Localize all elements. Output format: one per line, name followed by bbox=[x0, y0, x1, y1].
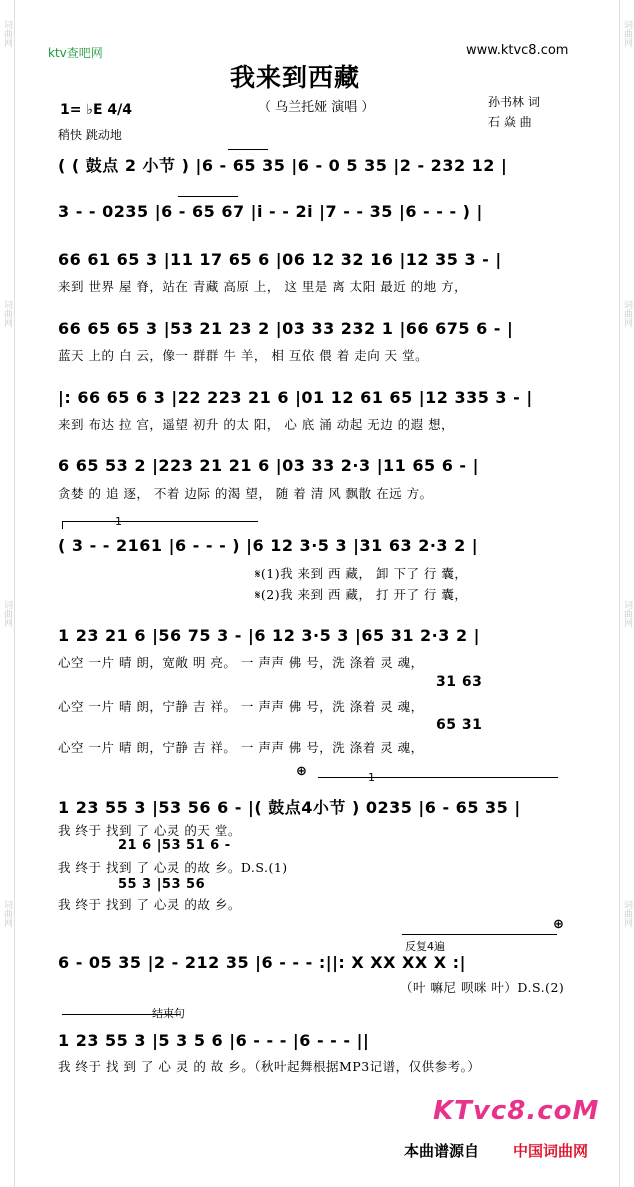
score-line-6: 6 65 53 2 |223 21 21 6 |03 33 2·3 |11 65 6 - | bbox=[58, 456, 479, 475]
score-line-10: 6 - 05 35 |2 - 212 35 |6 - - - :||: X XX XX X :| bbox=[58, 953, 466, 972]
watermark-text: 词曲网 bbox=[622, 300, 632, 327]
lyric-line-8a: 心空 一片 晴 朗，宽敞 明 亮。 一 声声 佛 号，洗 涤着 灵 魂， bbox=[58, 655, 424, 670]
lyricist-credit: 孙书林 词 bbox=[488, 95, 540, 109]
score-line-1: ( ( 鼓点 2 小节 ) |6 - 65 35 |6 - 0 5 35 |2 - 232 12 | bbox=[58, 156, 508, 175]
alt-notes-8b: 65 31 bbox=[436, 717, 483, 733]
ending-label: 结束句 bbox=[152, 1007, 185, 1020]
ktv-logo-small[interactable]: ktv查吧网 bbox=[48, 46, 103, 60]
lyric-line-9a: 我 终于 找到 了 心灵 的天 堂。 bbox=[58, 823, 241, 838]
watermark-text: 词曲网 bbox=[622, 600, 632, 627]
source-site[interactable]: 中国词曲网 bbox=[513, 1142, 589, 1160]
lyric-line-11: 我 终于 找 到 了 心 灵 的 故 乡。（秋叶起舞根据MP3记谱，仅供参考。） bbox=[58, 1059, 481, 1074]
site-url[interactable]: www.ktvc8.com bbox=[466, 43, 569, 58]
watermark-text: 词曲网 bbox=[2, 900, 12, 927]
alt-notes-9b: 21 6 |53 51 6 - bbox=[118, 838, 231, 853]
score-line-4: 66 65 65 3 |53 21 23 2 |03 33 232 1 |66 675 6 - | bbox=[58, 319, 514, 338]
left-watermark-strip bbox=[0, 0, 15, 1187]
watermark-text: 词曲网 bbox=[2, 300, 12, 327]
alt-notes-8: 31 63 bbox=[436, 674, 483, 690]
source-label: 本曲谱源自 bbox=[404, 1142, 480, 1160]
lyric-line-8b: 心空 一片 晴 朗，宁静 吉 祥。 一 声声 佛 号，洗 涤着 灵 魂， bbox=[58, 699, 424, 714]
coda-sign-icon: ⊕ bbox=[296, 764, 307, 779]
score-line-9: 1 23 55 3 |53 56 6 - |( 鼓点4小节 ) 0235 |6 - 65 35 | bbox=[58, 798, 521, 817]
coda-sign-icon-2: ⊕ bbox=[553, 917, 564, 932]
alt-notes-9c: 55 3 |53 56 bbox=[118, 877, 206, 892]
song-title: 我来到西藏 bbox=[230, 63, 361, 92]
key-signature: 1= ♭E 4/4 bbox=[60, 102, 132, 118]
score-line-5: |: 66 65 6 3 |22 223 21 6 |01 12 61 65 |12 335 3 - | bbox=[58, 388, 533, 407]
lyric-line-10: （叶 嘛尼 呗咪 叶）D.S.(2) bbox=[400, 980, 565, 995]
lyric-line-7b: 𝄋(2)我 来到 西 藏， 打 开了 行 囊， bbox=[255, 587, 468, 602]
lyric-line-3: 来到 世界 屋 脊，站在 青藏 高原 上， 这 里是 离 太阳 最近 的地 方， bbox=[58, 279, 468, 294]
lyric-line-6: 贪婪 的 追 逐， 不着 边际 的渴 望， 随 着 清 风 飘散 在远 方。 bbox=[58, 486, 433, 501]
watermark-text: 词曲网 bbox=[622, 900, 632, 927]
composer-credit: 石 焱 曲 bbox=[488, 115, 532, 129]
singer-credit: （ 乌兰托娅 演唱 ） bbox=[258, 100, 375, 115]
lyric-line-8c: 心空 一片 晴 朗，宁静 吉 祥。 一 声声 佛 号，洗 涤着 灵 魂， bbox=[58, 740, 424, 755]
score-line-11: 1 23 55 3 |5 3 5 6 |6 - - - |6 - - - || bbox=[58, 1031, 370, 1050]
ktvc8-logo[interactable]: KTvc8.coM bbox=[433, 1096, 600, 1126]
watermark-text: 词曲网 bbox=[622, 20, 632, 47]
lyric-line-5: 来到 布达 拉 宫，遥望 初升 的太 阳， 心 底 涌 动起 无边 的遐 想， bbox=[58, 417, 455, 432]
watermark-text: 词曲网 bbox=[2, 600, 12, 627]
lyric-line-9b: 我 终于 找到 了 心灵 的故 乡。D.S.(1) bbox=[58, 860, 288, 875]
score-line-8: 1 23 21 6 |56 75 3 - |6 12 3·5 3 |65 31 2·3 2 | bbox=[58, 626, 480, 645]
volta-1-marker: 1 bbox=[115, 515, 122, 528]
score-line-3: 66 61 65 3 |11 17 65 6 |06 12 32 16 |12 35 3 - | bbox=[58, 250, 502, 269]
repeat-note: 反复4遍 bbox=[405, 940, 445, 953]
lyric-line-9c: 我 终于 找到 了 心灵 的故 乡。 bbox=[58, 897, 241, 912]
lyric-line-4: 蓝天 上的 白 云，像一 群群 牛 羊， 相 互依 偎 着 走向 天 堂。 bbox=[58, 348, 429, 363]
score-line-2: 3 - - 0235 |6 - 65 67 |i - - 2i |7 - - 35 |6 - - - ) | bbox=[58, 202, 483, 221]
tempo-marking: 稍快 跳动地 bbox=[58, 128, 122, 142]
right-watermark-strip bbox=[619, 0, 634, 1187]
lyric-line-7a: 𝄋(1)我 来到 西 藏， 卸 下了 行 囊， bbox=[255, 566, 468, 581]
volta-1-marker-b: 1 bbox=[368, 771, 375, 784]
score-line-7: ( 3 - - 2161 |6 - - - ) |6 12 3·5 3 |31 63 2·3 2 | bbox=[58, 536, 479, 555]
watermark-text: 词曲网 bbox=[2, 20, 12, 47]
